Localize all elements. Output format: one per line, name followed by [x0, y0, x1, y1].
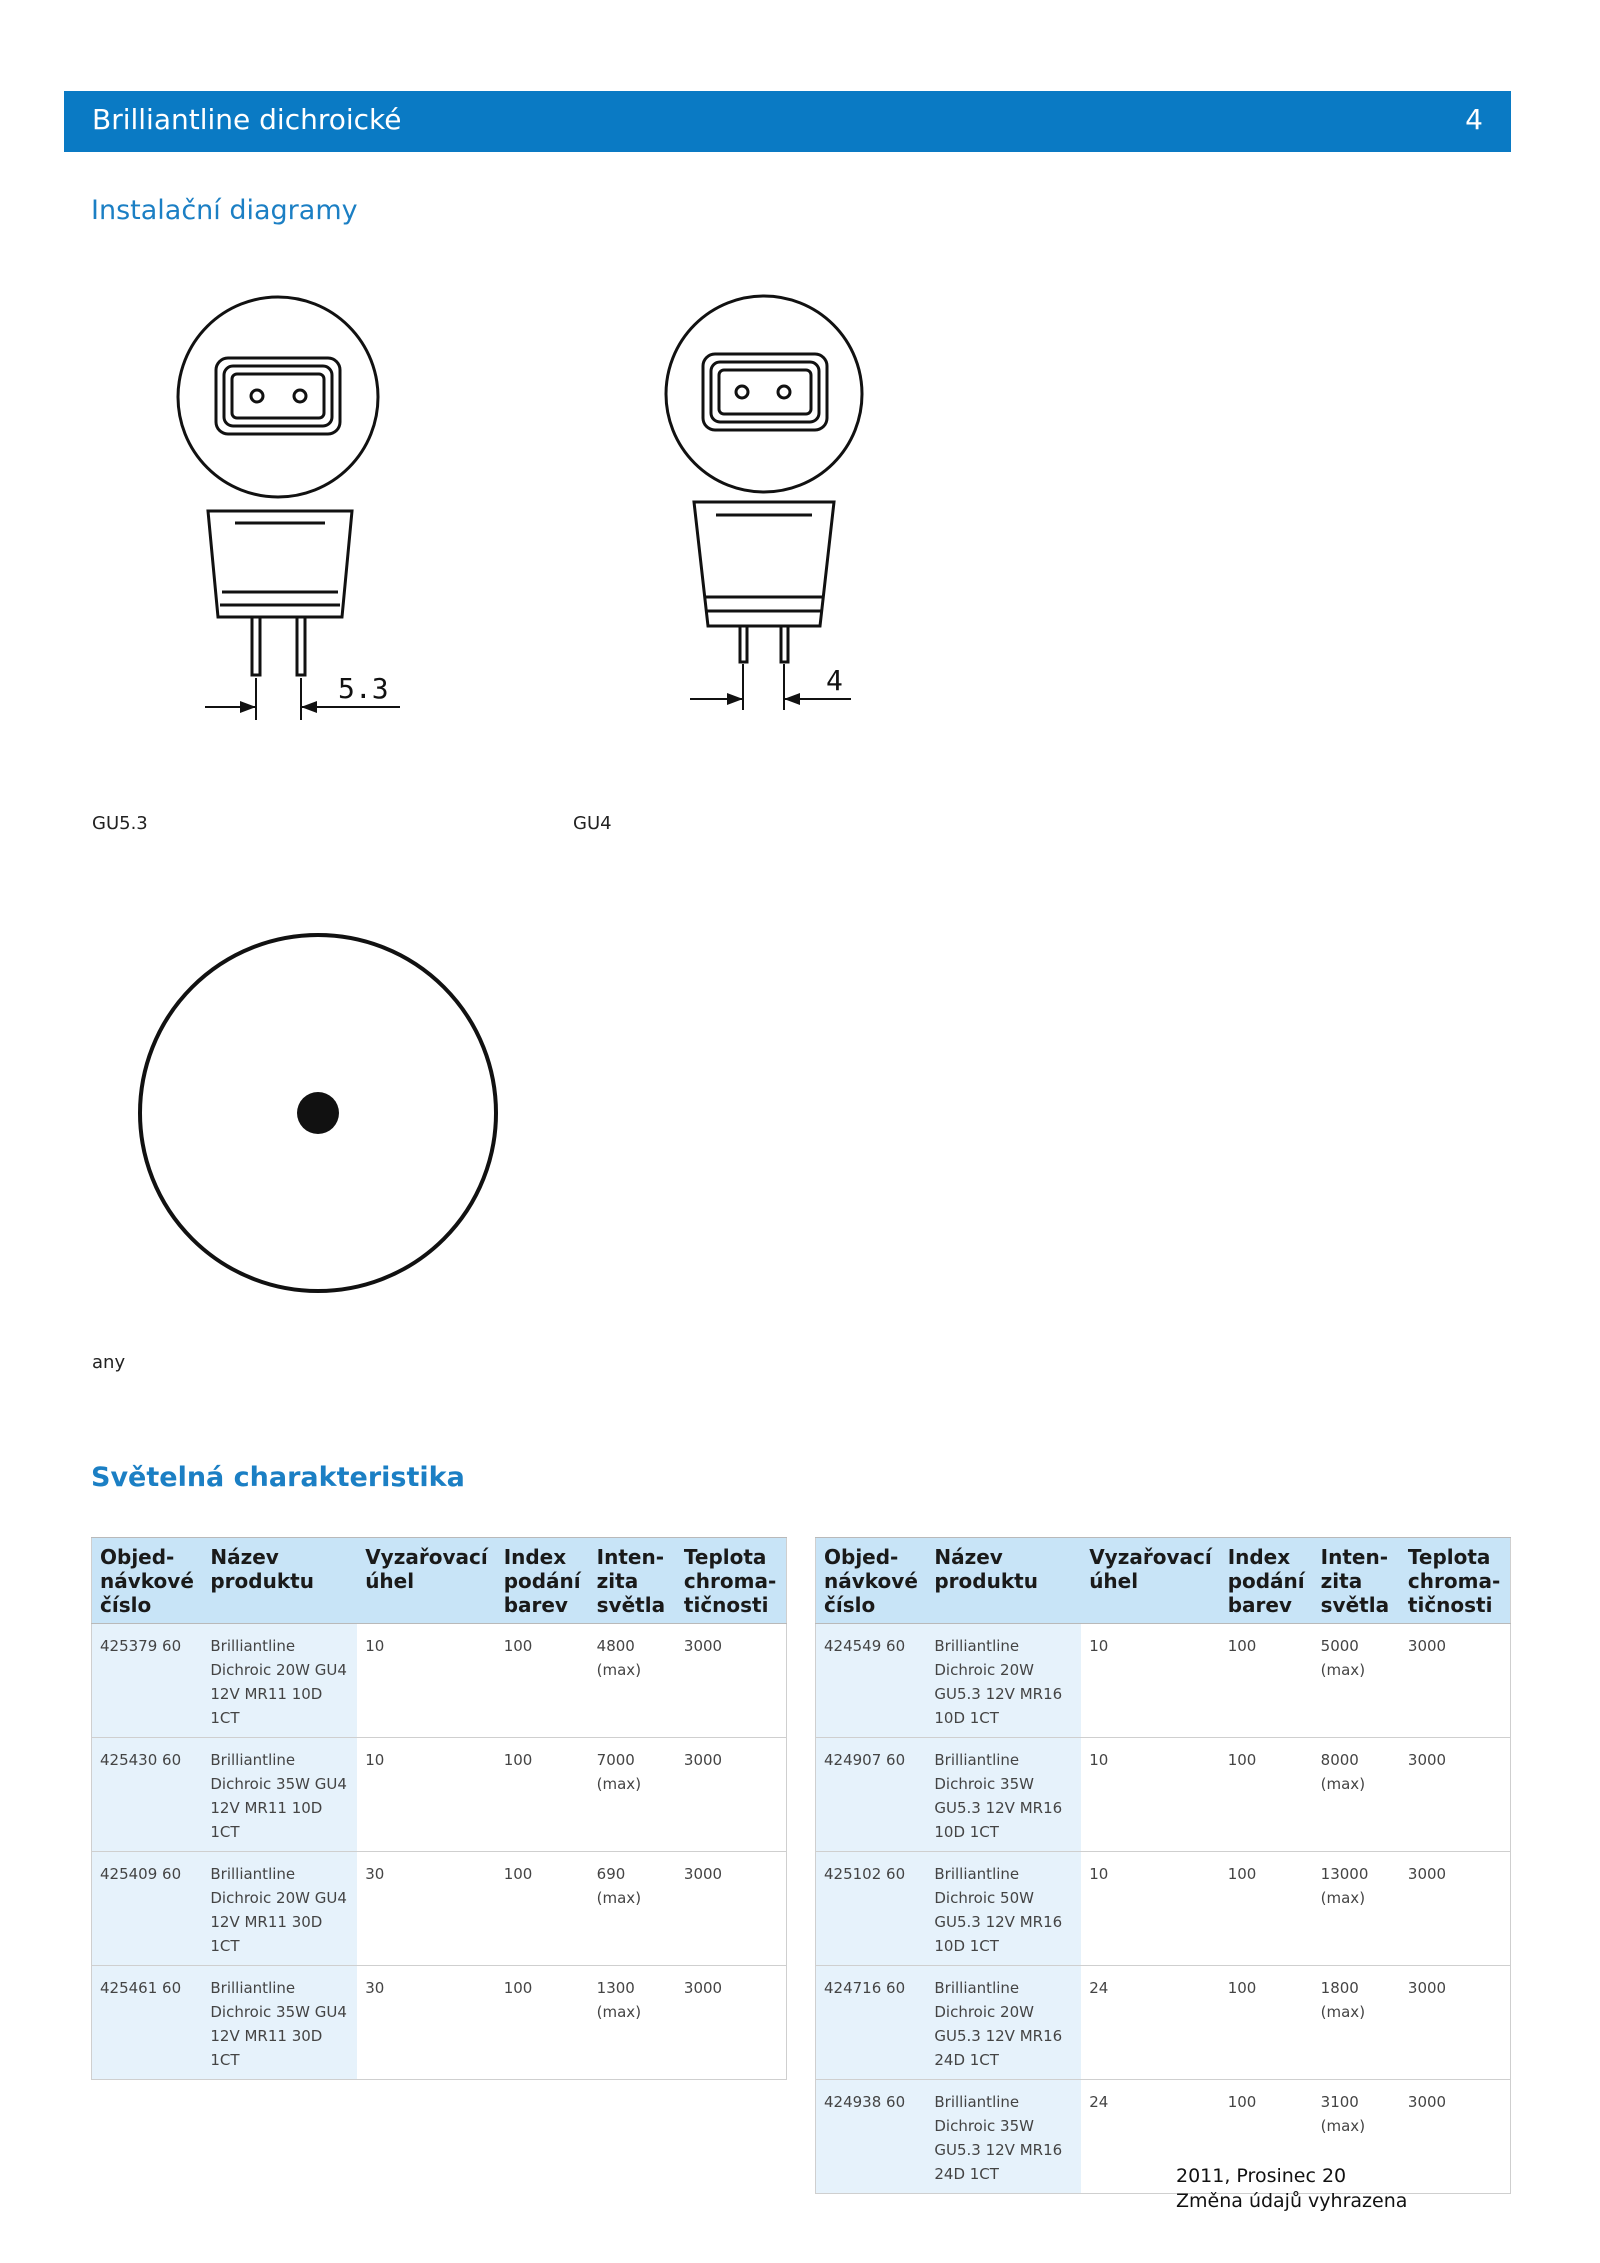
footer — [1176, 2164, 1407, 2214]
color-temp-cell: 3000 — [676, 1738, 787, 1852]
beam-angle-cell: 10 — [1081, 1624, 1220, 1738]
light-characteristics-title: Světelná charakteristika — [91, 1462, 465, 1493]
color-rendering-cell: 100 — [1220, 1966, 1313, 2080]
gu4-diagram — [660, 290, 900, 730]
spec-table-left — [91, 1537, 787, 2080]
table-header-row — [92, 1538, 787, 1624]
color-rendering-cell: 100 — [496, 1966, 589, 2080]
intensity-cell: 5000 (max) — [1313, 1624, 1400, 1738]
color-temp-cell: 3000 — [676, 1624, 787, 1738]
gu53-diagram — [160, 290, 420, 730]
col-name-label: Název produktu — [210, 1545, 314, 1593]
order-number-cell: 425409 60 — [92, 1852, 203, 1966]
col-intensity-label: Inten- zita světla — [1320, 1545, 1390, 1617]
beam-angle-cell: 30 — [357, 1966, 496, 2080]
order-number-cell: 425379 60 — [92, 1624, 203, 1738]
table-row — [92, 1966, 787, 2080]
col-color-temp — [676, 1538, 787, 1624]
beam-angle-cell: 10 — [1081, 1738, 1220, 1852]
product-name-cell: Brilliantline Dichroic 35W GU5.3 12V MR16 10D 1CT — [926, 1738, 1081, 1852]
product-name-cell: Brilliantline Dichroic 50W GU5.3 12V MR16 10D 1CT — [926, 1852, 1081, 1966]
gu53-dimension-label: 5.3 — [338, 672, 389, 705]
color-temp-cell: 3000 — [1400, 2080, 1511, 2194]
beam-angle-cell: 24 — [1081, 2080, 1220, 2194]
col-name-label: Název produktu — [934, 1545, 1038, 1593]
col-intensity-label: Inten- zita světla — [596, 1545, 666, 1617]
beam-angle-cell: 10 — [357, 1624, 496, 1738]
color-temp-cell: 3000 — [676, 1852, 787, 1966]
col-order-label: Objed- návkové číslo — [100, 1545, 194, 1617]
any-orientation-diagram — [130, 925, 510, 1305]
col-index-label: Index podání barev — [1227, 1545, 1305, 1617]
gu4-caption: GU4 — [573, 813, 612, 834]
col-order-number — [92, 1538, 203, 1624]
col-product-name — [202, 1538, 357, 1624]
intensity-cell: 1300 (max) — [589, 1966, 676, 2080]
intensity-cell: 1800 (max) — [1313, 1966, 1400, 2080]
table-row — [92, 1738, 787, 1852]
col-temp-label: Teplota chroma- tičnosti — [1407, 1545, 1501, 1617]
product-name-cell: Brilliantline Dichroic 20W GU5.3 12V MR16 24D 1CT — [926, 1966, 1081, 2080]
color-rendering-cell: 100 — [1220, 1852, 1313, 1966]
page-number: 4 — [1465, 103, 1483, 136]
order-number-cell: 424716 60 — [816, 1966, 927, 2080]
color-rendering-cell: 100 — [496, 1624, 589, 1738]
intensity-cell: 13000 (max) — [1313, 1852, 1400, 1966]
product-name-cell: Brilliantline Dichroic 20W GU5.3 12V MR16 10D 1CT — [926, 1624, 1081, 1738]
table-row — [816, 1624, 1511, 1738]
installation-diagrams-title: Instalační diagramy — [91, 195, 358, 226]
intensity-cell: 7000 (max) — [589, 1738, 676, 1852]
intensity-cell: 690 (max) — [589, 1852, 676, 1966]
order-number-cell: 425102 60 — [816, 1852, 927, 1966]
col-temp-label: Teplota chroma- tičnosti — [683, 1545, 777, 1617]
table-row — [816, 1852, 1511, 1966]
table-row — [816, 1966, 1511, 2080]
intensity-cell: 3100 (max) — [1313, 2080, 1400, 2194]
color-temp-cell: 3000 — [1400, 1624, 1511, 1738]
table-header-row — [816, 1538, 1511, 1624]
table-row — [816, 1738, 1511, 1852]
color-rendering-cell: 100 — [1220, 1738, 1313, 1852]
color-temp-cell: 3000 — [1400, 1738, 1511, 1852]
spec-table-right — [815, 1537, 1511, 2194]
order-number-cell: 424938 60 — [816, 2080, 927, 2194]
col-intensity — [1313, 1538, 1400, 1624]
intensity-cell: 4800 (max) — [589, 1624, 676, 1738]
col-color-rendering — [496, 1538, 589, 1624]
col-order-label: Objed- návkové číslo — [824, 1545, 918, 1617]
gu4-dimension-label: 4 — [826, 664, 843, 697]
any-caption: any — [92, 1352, 126, 1373]
beam-angle-cell: 10 — [1081, 1852, 1220, 1966]
gu53-caption: GU5.3 — [92, 813, 148, 834]
col-intensity — [589, 1538, 676, 1624]
color-rendering-cell: 100 — [496, 1852, 589, 1966]
product-name-cell: Brilliantline Dichroic 35W GU4 12V MR11 10D 1CT — [202, 1738, 357, 1852]
document-title: Brilliantline dichroické — [92, 103, 402, 136]
product-name-cell: Brilliantline Dichroic 20W GU4 12V MR11 10D 1CT — [202, 1624, 357, 1738]
header-bar — [64, 91, 1511, 152]
col-color-rendering — [1220, 1538, 1313, 1624]
product-name-cell: Brilliantline Dichroic 35W GU5.3 12V MR16 24D 1CT — [926, 2080, 1081, 2194]
product-name-cell: Brilliantline Dichroic 20W GU4 12V MR11 30D 1CT — [202, 1852, 357, 1966]
col-beam-angle — [357, 1538, 496, 1624]
product-name-cell: Brilliantline Dichroic 35W GU4 12V MR11 30D 1CT — [202, 1966, 357, 2080]
footer-disclaimer: Změna údajů vyhrazena — [1176, 2190, 1408, 2212]
col-color-temp — [1400, 1538, 1511, 1624]
color-rendering-cell: 100 — [496, 1738, 589, 1852]
table-row — [92, 1624, 787, 1738]
footer-date: 2011, Prosinec 20 — [1176, 2165, 1347, 2187]
col-beam-angle — [1081, 1538, 1220, 1624]
color-rendering-cell: 100 — [1220, 1624, 1313, 1738]
beam-angle-cell: 10 — [357, 1738, 496, 1852]
color-temp-cell: 3000 — [676, 1966, 787, 2080]
order-number-cell: 425430 60 — [92, 1738, 203, 1852]
order-number-cell: 424549 60 — [816, 1624, 927, 1738]
table-row — [92, 1852, 787, 1966]
order-number-cell: 424907 60 — [816, 1738, 927, 1852]
col-angle-label: Vyzařovací úhel — [1089, 1545, 1212, 1593]
col-product-name — [926, 1538, 1081, 1624]
order-number-cell: 425461 60 — [92, 1966, 203, 2080]
center-dot-icon — [297, 1092, 339, 1134]
col-angle-label: Vyzařovací úhel — [365, 1545, 488, 1593]
beam-angle-cell: 24 — [1081, 1966, 1220, 2080]
beam-angle-cell: 30 — [357, 1852, 496, 1966]
col-order-number — [816, 1538, 927, 1624]
color-temp-cell: 3000 — [1400, 1852, 1511, 1966]
col-index-label: Index podání barev — [503, 1545, 581, 1617]
color-temp-cell: 3000 — [1400, 1966, 1511, 2080]
color-rendering-cell: 100 — [1220, 2080, 1313, 2194]
intensity-cell: 8000 (max) — [1313, 1738, 1400, 1852]
